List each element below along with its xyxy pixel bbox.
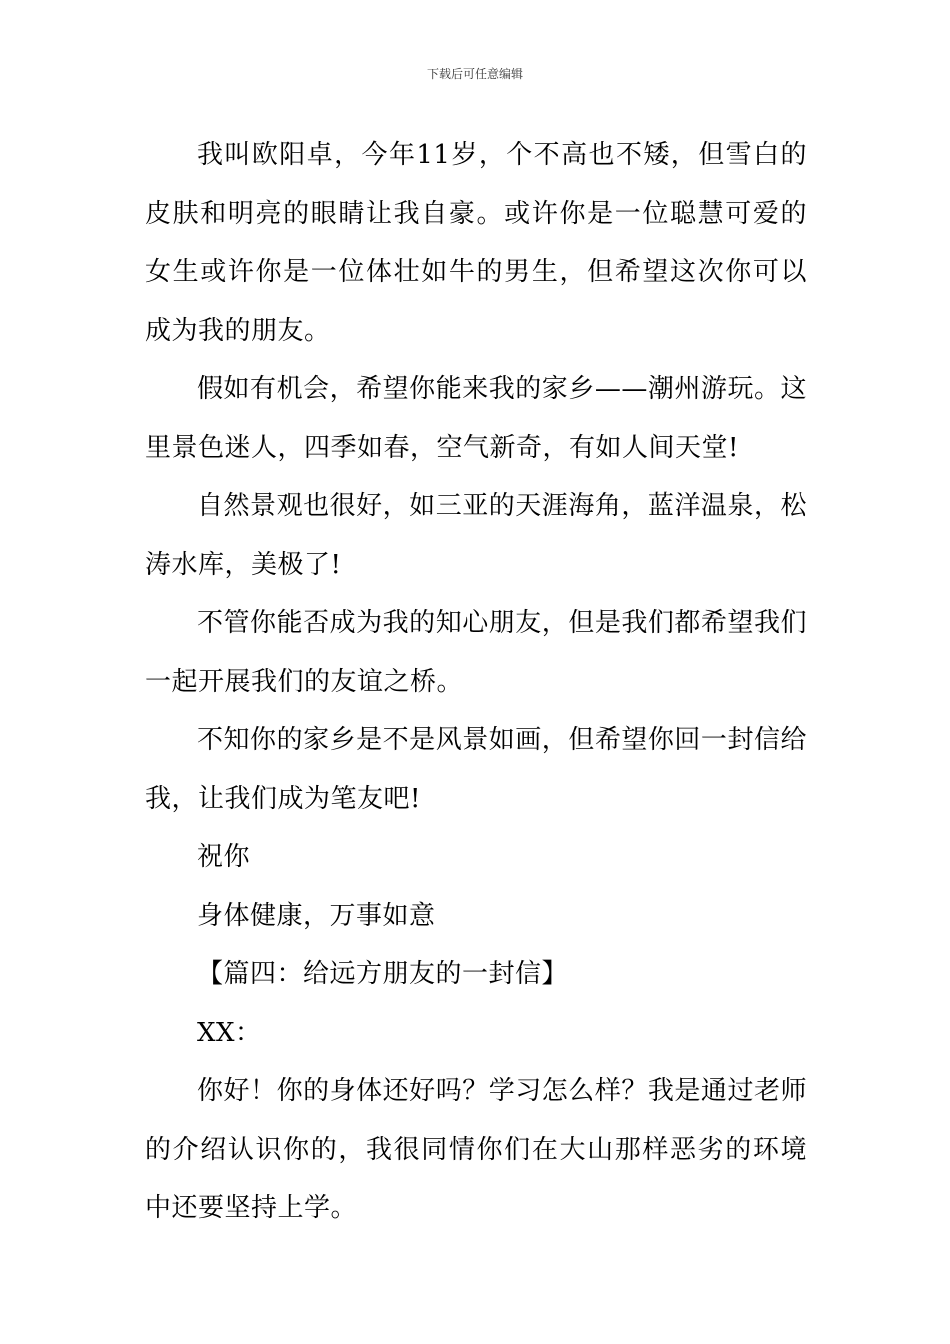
section-heading: 【篇四：给远方朋友的一封信】 [197, 959, 569, 989]
paragraph-blessing: 身体健康，万事如意 [197, 900, 436, 931]
letter-salutation: XX： [197, 1017, 262, 1048]
paragraph-hometown: 假如有机会，希望你能来我的家乡——潮州游玩。这里景色迷人，四季如春，空气新奇，有如人间天堂! [145, 374, 807, 463]
paragraph-friendship: 不管你能否成为我的知心朋友，但是我们都希望我们一起开展我们的友谊之桥。 [145, 608, 807, 697]
paragraph-intro: 我叫欧阳卓，今年11岁，个不高也不矮，但雪白的皮肤和明亮的眼睛让我自豪。或许你是一位聪慧可爱的女生或许你是一位体壮如牛的男生，但希望这次你可以成为我的朋友。 [145, 140, 807, 346]
paragraph-wish: 祝你 [197, 842, 251, 872]
paragraph-penpal: 不知你的家乡是不是风景如画，但希望你回一封信给我，让我们成为笔友吧! [145, 725, 807, 814]
paragraph-scenery: 自然景观也很好，如三亚的天涯海角，蓝洋温泉，松涛水库，美极了! [145, 491, 807, 580]
paragraph-greeting: 你好！你的身体还好吗？学习怎么样？我是通过老师的介绍认识你的，我很同情你们在大山那样恶劣的环境中还要坚持上学。 [145, 1076, 807, 1223]
document-body [145, 126, 807, 1238]
page-header: 下载后可任意编辑 [426, 67, 523, 81]
